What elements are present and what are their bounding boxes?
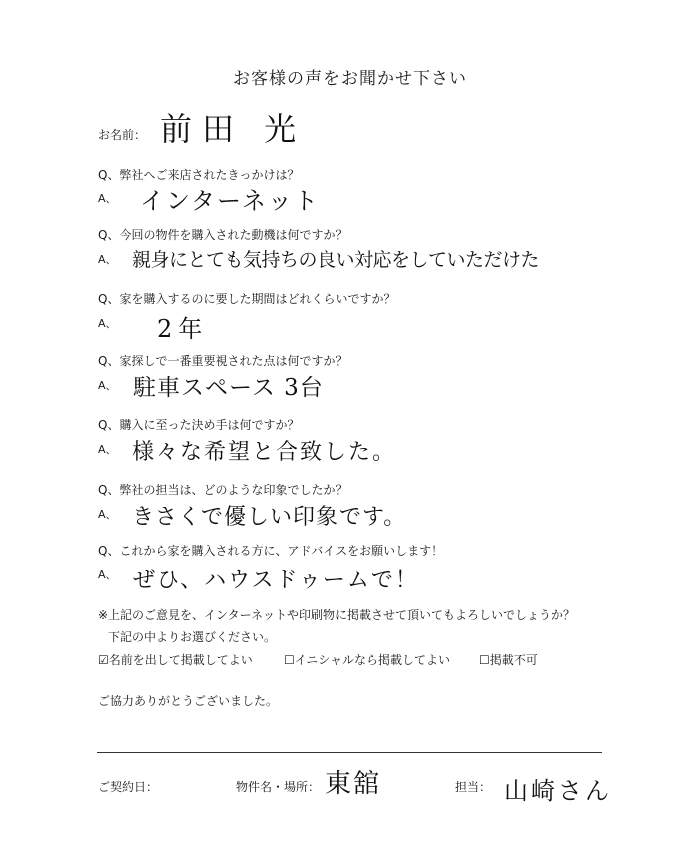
answer-mark-7: A、 — [98, 568, 117, 581]
consent-option-none[interactable]: ☐掲載不可 — [479, 653, 538, 667]
staff-label: 担当： — [455, 780, 492, 794]
answer-mark-3: A、 — [98, 317, 117, 330]
answer-3: 2年 — [157, 315, 209, 343]
consent-option-name[interactable]: ☑名前を出して掲載してよい — [98, 653, 253, 667]
answer-mark-6: A、 — [98, 508, 117, 521]
answer-7: ぜひ、ハウスドゥームで！ — [133, 568, 419, 593]
question-7: Q、これから家を購入される方に、アドバイスをお願いします！ — [98, 544, 444, 558]
answer-mark-2: A、 — [98, 253, 117, 266]
property-label: 物件名・場所： — [236, 780, 321, 794]
answer-5: 様々な希望と合致した。 — [132, 440, 397, 465]
question-2: Q、今回の物件を購入された動機は何ですか？ — [98, 228, 348, 242]
answer-mark-5: A、 — [98, 443, 117, 456]
checkbox-icon: ☐ — [479, 653, 490, 667]
footer-divider — [97, 752, 602, 753]
question-5: Q、購入に至った決め手は何ですか？ — [98, 418, 300, 432]
consent-instruction: 下記の中よりお選びください。 — [108, 630, 277, 644]
answer-1: インターネット — [140, 187, 320, 215]
name-label: お名前： — [98, 128, 147, 142]
staff-value: 山崎さん — [504, 777, 612, 805]
thanks-message: ご協力ありがとうございました。 — [98, 694, 279, 708]
name-value: 前田 光 — [160, 110, 307, 148]
checkbox-icon: ☐ — [284, 653, 295, 667]
page-title: お客様の声をお聞かせ下さい — [233, 69, 467, 89]
consent-option-initials[interactable]: ☐イニシャルなら掲載してよい — [284, 653, 451, 667]
property-value: 東舘 — [325, 769, 382, 799]
answer-2: 親身にとても気持ちの良い対応をしていただけた — [132, 249, 540, 271]
question-1: Q、弊社へご来店されたきっかけは？ — [98, 168, 300, 182]
checked-box-icon: ☑ — [98, 653, 109, 667]
contract-date-label: ご契約日： — [98, 780, 159, 794]
consent-question: ※上記のご意見を、インターネットや印刷物に掲載させて頂いてもよろしいでしょうか？ — [98, 608, 575, 622]
answer-mark-4: A、 — [98, 379, 117, 392]
answer-mark-1: A、 — [98, 192, 117, 205]
question-4: Q、家探しで一番重要視された点は何ですか？ — [98, 354, 348, 368]
question-3: Q、家を購入するのに要した期間はどれくらいですか？ — [98, 292, 396, 306]
answer-4: 駐車スペース 3台 — [133, 375, 324, 401]
answer-6: きさくで優しい印象です。 — [132, 505, 407, 530]
question-6: Q、弊社の担当は、どのような印象でしたか？ — [98, 483, 348, 497]
